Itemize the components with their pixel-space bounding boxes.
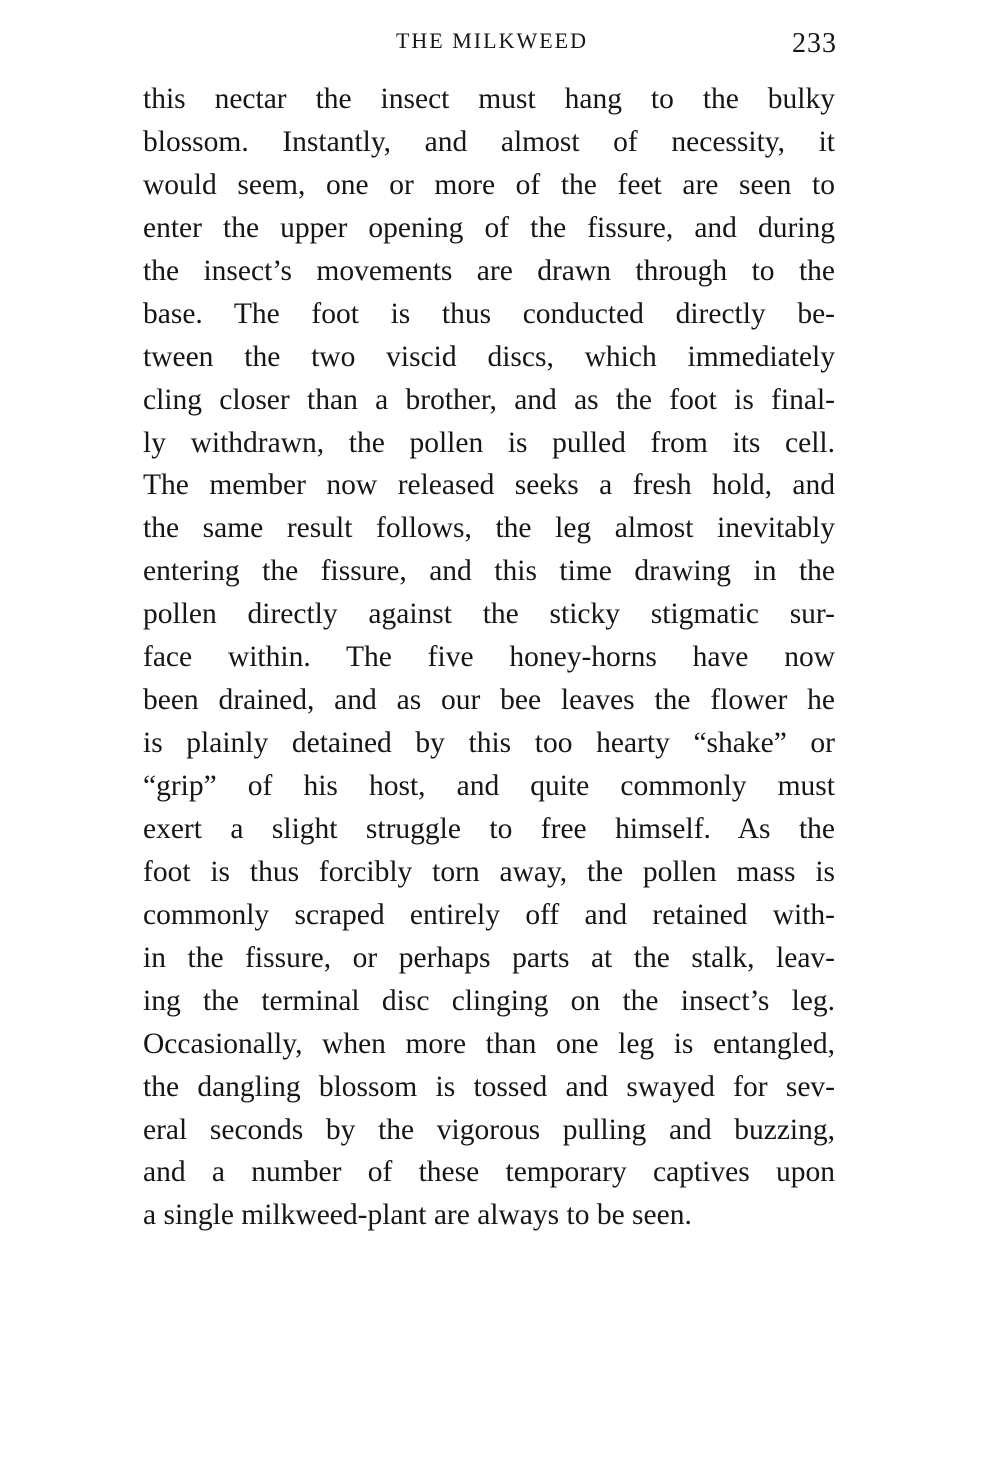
running-head <box>143 26 841 62</box>
text-line: ing the terminal disc clinging on the insect’s leg. <box>143 984 835 1017</box>
text-line: in the fissure, or perhaps parts at the stalk, leav- <box>143 941 835 974</box>
text-line: eral seconds by the vigorous pulling and buzzing, <box>143 1113 835 1146</box>
text-line: blossom. Instantly, and almost of necessity, it <box>143 125 835 158</box>
text-line: base. The foot is thus conducted directly be- <box>143 297 835 330</box>
text-line: the dangling blossom is tossed and swayed for sev- <box>143 1070 835 1103</box>
text-line: and a number of these temporary captives upon <box>143 1156 835 1189</box>
text-line: The member now released seeks a fresh hold, and <box>143 469 835 502</box>
text-line: is plainly detained by this too hearty “shake” or <box>143 727 835 760</box>
running-title: THE MILKWEED <box>395 28 588 53</box>
text-line: tween the two viscid discs, which immediately <box>143 340 835 373</box>
text-line: Occasionally, when more than one leg is entangled, <box>143 1027 835 1060</box>
text-line: the insect’s movements are drawn through to the <box>143 254 835 287</box>
text-line: pollen directly against the sticky stigmatic sur- <box>143 598 835 631</box>
text-line: entering the fissure, and this time drawing in the <box>143 555 835 588</box>
text-line: ly withdrawn, the pollen is pulled from its cell. <box>143 426 835 459</box>
text-line: “grip” of his host, and quite commonly must <box>143 770 835 802</box>
page-number: 233 <box>792 28 837 59</box>
text-line: foot is thus forcibly torn away, the pollen mass is <box>143 855 835 888</box>
text-line: commonly scraped entirely off and retained with- <box>143 898 835 931</box>
text-line: enter the upper opening of the fissure, and during <box>143 211 835 244</box>
text-line: the same result follows, the leg almost inevitably <box>143 512 835 545</box>
text-line: cling closer than a brother, and as the foot is final- <box>143 383 835 416</box>
body-text <box>143 78 835 1237</box>
text-line: been drained, and as our bee leaves the flower he <box>143 684 835 717</box>
text-line-last: a single milkweed-plant are always to be seen. <box>143 1199 692 1232</box>
text-line: would seem, one or more of the feet are seen to <box>143 168 835 201</box>
text-line: exert a slight struggle to free himself. As the <box>143 812 835 845</box>
text-line: face within. The five honey-horns have now <box>143 641 835 674</box>
text-line: this nectar the insect must hang to the bulky <box>143 83 835 115</box>
